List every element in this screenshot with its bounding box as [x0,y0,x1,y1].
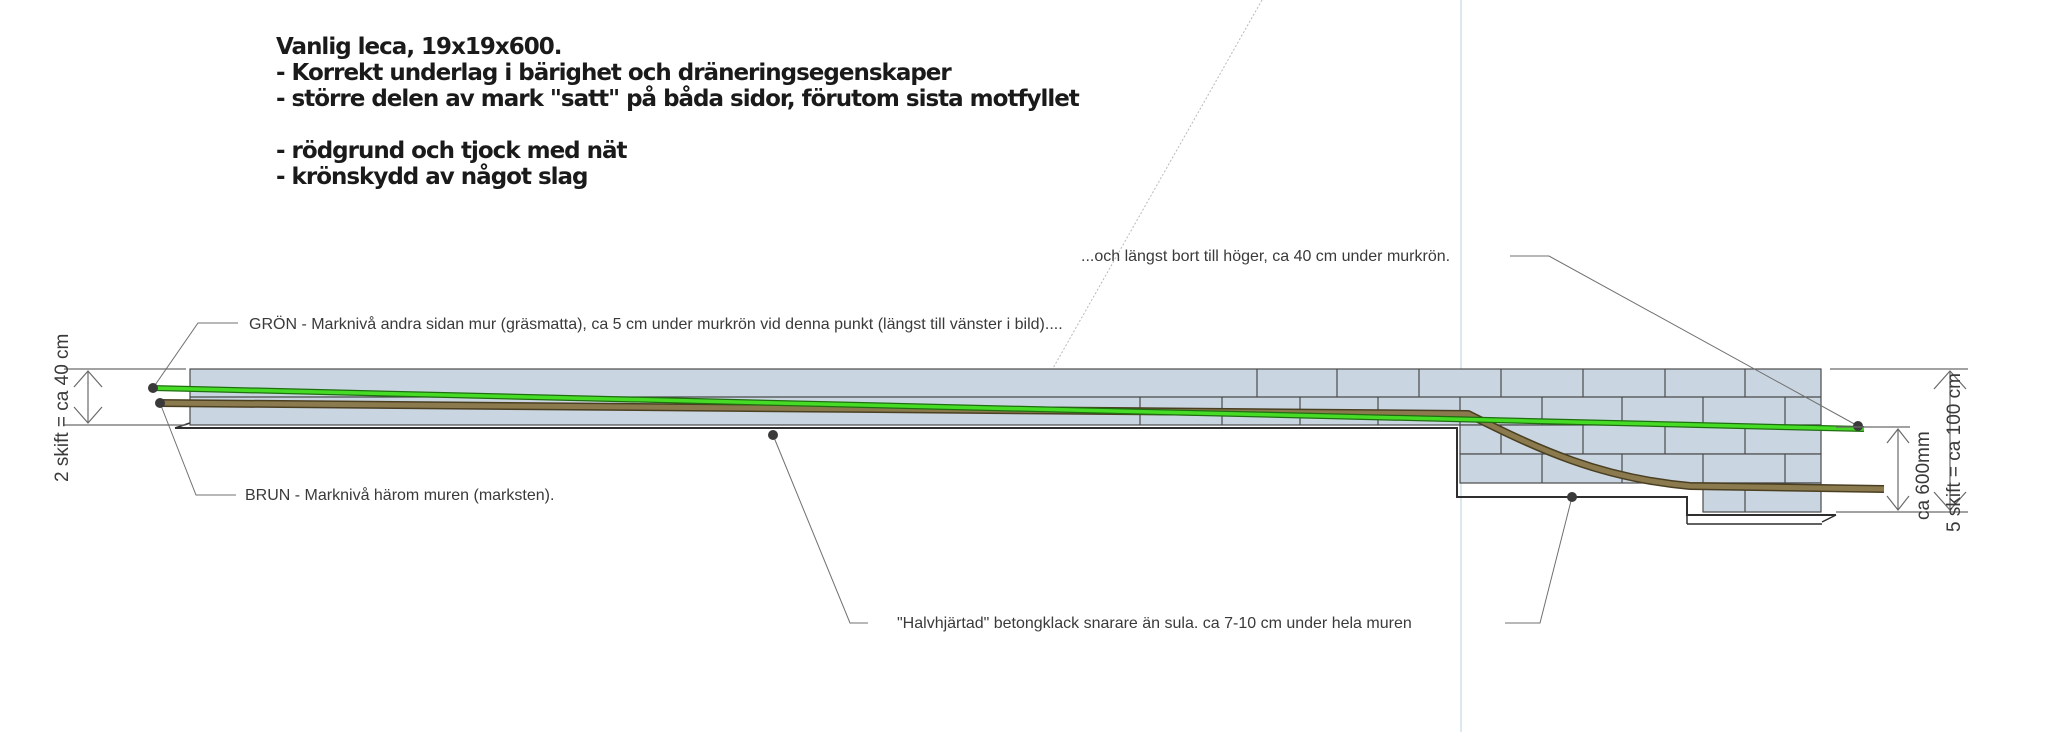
title-block [276,34,1079,190]
title-line-1: - Korrekt underlag i bärighet och dräneringsegenskaper [276,60,951,86]
title-heading: Vanlig leca, 19x19x600. [276,34,562,60]
guide-line-diagonal [1052,0,1262,370]
dimension-left [64,369,186,425]
dot-brown [155,398,165,408]
title-line-2: - större delen av mark "satt" på båda sidor, förutom sista motfyllet [276,86,1079,112]
dot-green [148,383,158,393]
title-line-4: - krönskydd av något slag [276,164,588,190]
annotation-brown: BRUN - Marknivå härom muren (marksten). [245,487,555,504]
leader-footing-right [1505,497,1572,623]
footing-edge-right [1822,515,1836,522]
title-gap [276,112,1079,138]
dimension-right-inner-label: ca 600mm [1913,431,1934,520]
leader-footing-left [773,435,868,623]
annotation-footing: "Halvhjärtad" betongklack snarare än sula. ca 7-10 cm under hela muren [897,615,1412,632]
dot-footing-right [1567,492,1577,502]
dot-right [1853,421,1863,431]
dimension-right-inner [1836,427,1910,512]
dimension-left-label: 2 skift = ca 40 cm [52,333,73,482]
dot-footing-left [768,430,778,440]
annotation-right-end: ...och längst bort till höger, ca 40 cm under murkrön. [1081,248,1451,265]
annotation-green: GRÖN - Marknivå andra sidan mur (gräsmatta), ca 5 cm under murkrön vid denna punkt (längst till vänster i bild).... [249,316,1063,333]
dimension-right-outer-label: 5 skift = ca 100 cm [1944,373,1965,532]
title-line-3: - rödgrund och tjock med nät [276,138,627,164]
